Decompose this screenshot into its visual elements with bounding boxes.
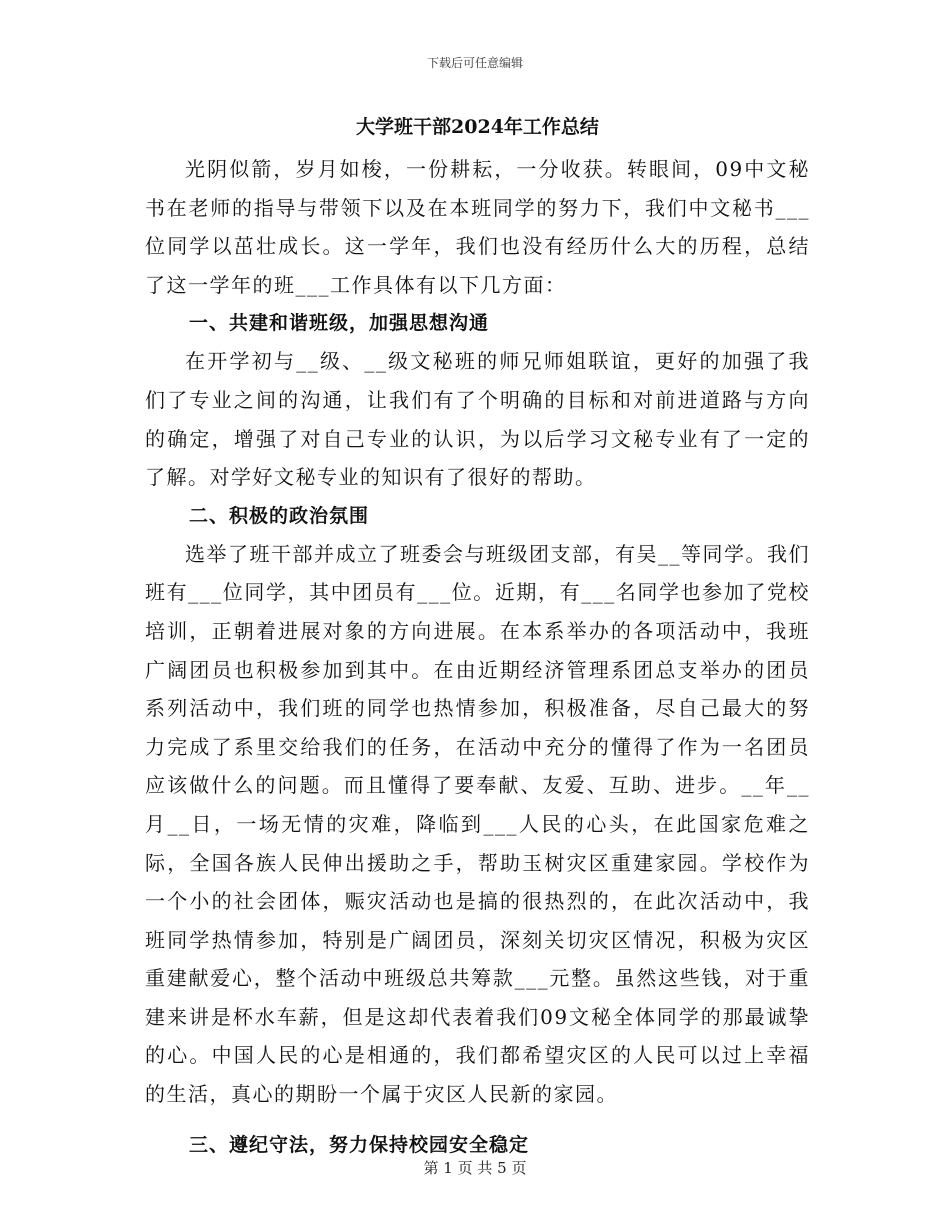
document-title: 大学班干部2024年工作总结 bbox=[356, 116, 599, 138]
section-2-heading: 二、积极的政治氛围 bbox=[189, 504, 370, 527]
document-body bbox=[145, 110, 810, 1164]
section-3-heading: 三、遵纪守法，努力保持校园安全稳定 bbox=[189, 1133, 530, 1156]
intro-paragraph: 光阴似箭，岁月如梭，一份耕耘，一分收获。转眼间，09中文秘书在老师的指导与带领下以及在本班同学的努力下，我们中文秘书___位同学以茁壮成长。这一学年，我们也没有经历什么大的历程，总结了这一学年的班___工作具体有以下几方面： bbox=[145, 157, 810, 297]
page-header-note: 下载后可任意编辑 bbox=[426, 56, 523, 70]
section-1-heading: 一、共建和谐班级，加强思想沟通 bbox=[189, 312, 490, 335]
page-number: 第 1 页 共 5 页 bbox=[423, 1159, 527, 1177]
section-2-body: 选举了班干部并成立了班委会与班级团支部，有吴__等同学。我们班有___位同学，其中团员有___位。近期，有___名同学也参加了党校培训，正朝着进展对象的方向进展。在本系举办的各项活动中，我班广阔团员也积极参加到其中。在由近期经济管理系团总支举办的团员系列活动中，我们班的同学也热情参加，积极准备，尽自己最大的努力完成了系里交给我们的任务，在活动中充分的懂得了作为一名团员应该做什么的问题。而且懂得了要奉献、友爱、互助、进步。__年__月__日，一场无情的灾难，降临到___人民的心头，在此国家危难之际，全国各族人民伸出援助之手，帮助玉树灾区重建家园。学校作为一个小的社会团体，赈灾活动也是搞的很热烈的，在此次活动中，我班同学热情参加，特别是广阔团员，深刻关切灾区情况，积极为灾区重建献爱心，整个活动中班级总共筹款___元整。虽然这些钱，对于重建来讲是杯水车薪，但是这却代表着我们09文秘全体同学的那最诚挚的心。中国人民的心是相通的，我们都希望灾区的人民可以过上幸福的生活，真心的期盼一个属于灾区人民新的家园。 bbox=[145, 541, 810, 1107]
section-1-body: 在开学初与__级、__级文秘班的师兄师姐联谊，更好的加强了我们了专业之间的沟通，让我们有了个明确的目标和对前进道路与方向的确定，增强了对自己专业的认识，为以后学习文秘专业有了一定的了解。对学好文秘专业的知识有了很好的帮助。 bbox=[145, 349, 810, 490]
